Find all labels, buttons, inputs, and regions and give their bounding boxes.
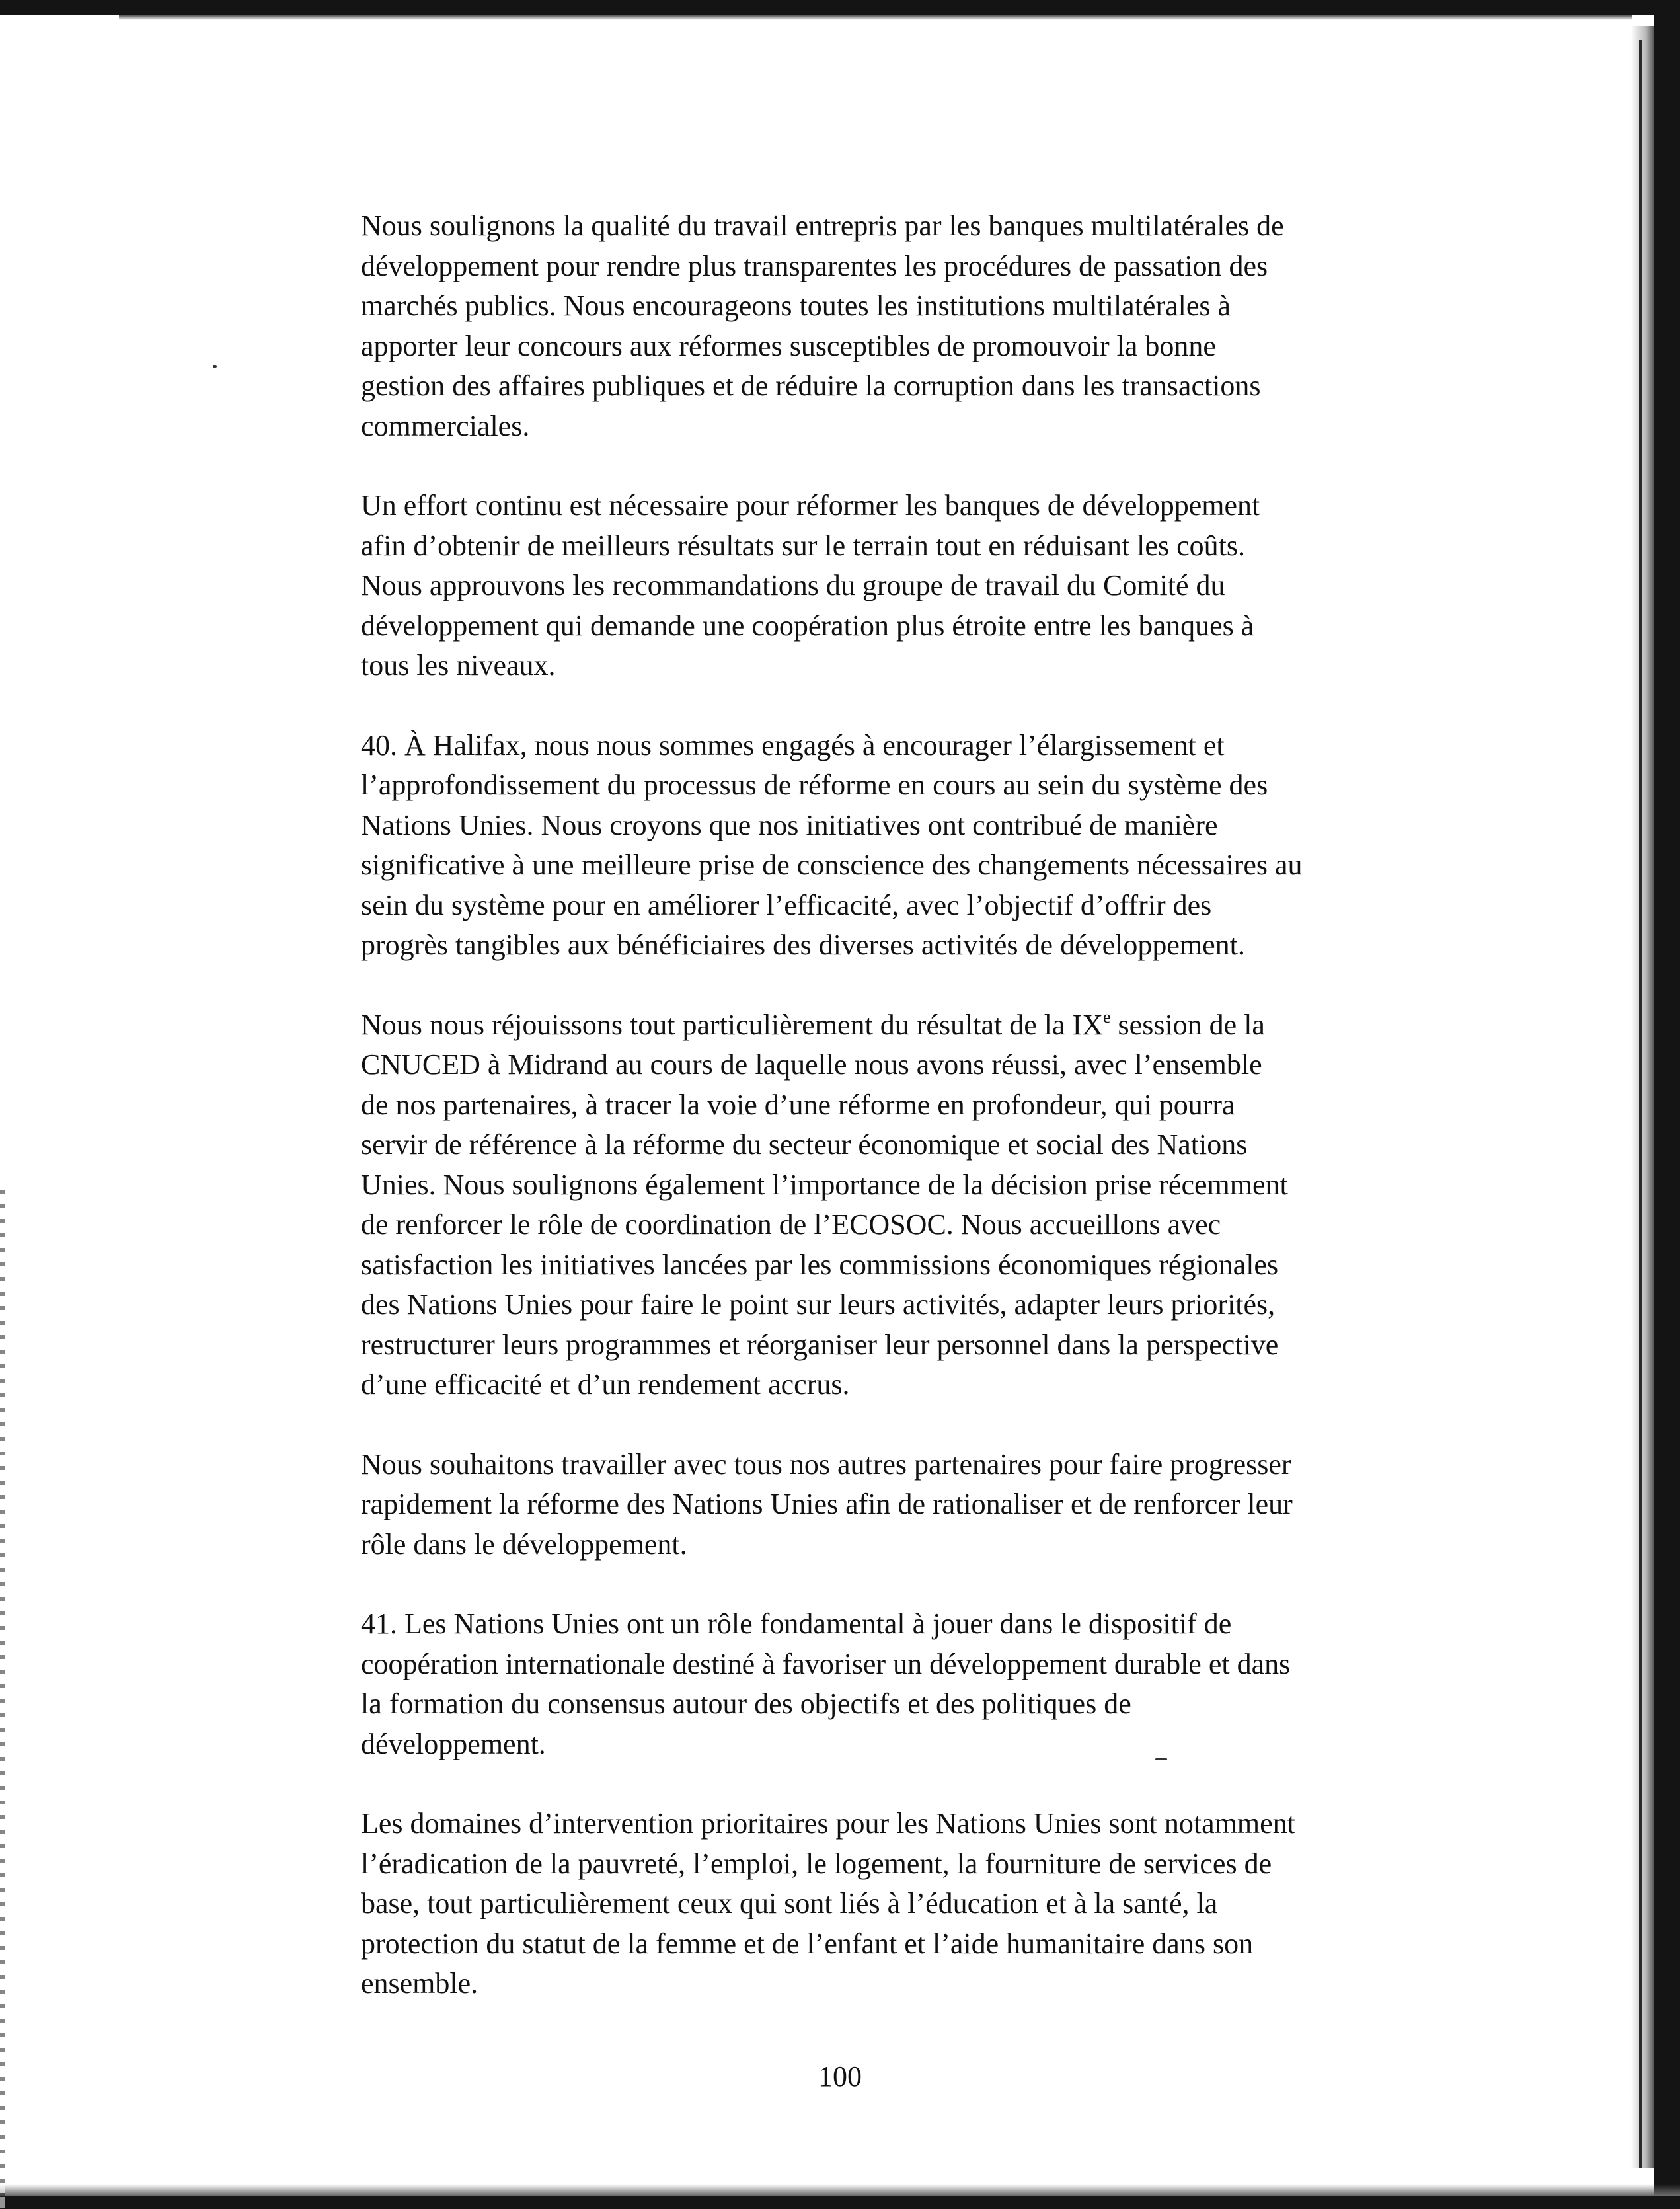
text-line: significative à une meilleure prise de conscience des changements nécessaires au (361, 849, 1303, 881)
text-line: coopération internationale destiné à favoriser un développement durable et dans (361, 1647, 1291, 1680)
text-line: l’approfondissement du processus de réforme en cours au sein du système des (361, 769, 1268, 801)
text-line: afin d’obtenir de meilleurs résultats sur le terrain tout en réduisant les coûts. (361, 529, 1245, 562)
text-line: l’éradication de la pauvreté, l’emploi, le logement, la fourniture de services de (361, 1847, 1272, 1880)
paragraph (361, 1005, 1445, 1405)
paragraph (361, 1804, 1445, 2004)
text-line: commerciales. (361, 409, 530, 442)
text-line: Un effort continu est nécessaire pour réformer les banques de développement (361, 489, 1260, 522)
text-line: Nous souhaitons travailler avec tous nos autres partenaires pour faire progresser (361, 1448, 1291, 1481)
text-line: rapidement la réforme des Nations Unies afin de rationaliser et de renforcer leur (361, 1488, 1293, 1520)
text-line: satisfaction les initiatives lancées par les commissions économiques régionales (361, 1248, 1279, 1281)
text-line: 40. À Halifax, nous nous sommes engagés à encourager l’élargissement et (361, 728, 1225, 761)
scan-edge-right-line (1639, 40, 1642, 2168)
paragraph-41 (361, 1604, 1445, 1764)
text-line: gestion des affaires publiques et de réduire la corruption dans les transactions (361, 369, 1261, 402)
scan-edge-right (1654, 0, 1680, 2209)
text-line: Nations Unies. Nous croyons que nos initiatives ont contribué de manière (361, 808, 1218, 841)
text-line: Les domaines d’intervention prioritaires pour les Nations Unies sont notamment (361, 1807, 1295, 1840)
scan-edge-bottom (0, 2196, 1680, 2209)
text-line: de renforcer le rôle de coordination de l’ECOSOC. Nous accueillons avec (361, 1208, 1221, 1241)
paragraph (361, 206, 1445, 446)
text-line: CNUCED à Midrand au cours de laquelle nous avons réussi, avec l’ensemble (361, 1048, 1262, 1081)
text-line: sein du système pour en améliorer l’efficacité, avec l’objectif d’offrir des (361, 888, 1212, 921)
text-line: développement pour rendre plus transparentes les procédures de passation des (361, 249, 1268, 282)
text-segment: session de la (1110, 1008, 1265, 1041)
text-segment: Nous nous réjouissons tout particulièrement du résultat de la IX (361, 1008, 1103, 1041)
text-line: restructurer leurs programmes et réorganiser leur personnel dans la perspective (361, 1328, 1279, 1361)
text-line: des Nations Unies pour faire le point sur leurs activités, adapter leurs priorités, (361, 1288, 1276, 1321)
text-line: base, tout particulièrement ceux qui sont liés à l’éducation et à la santé, la (361, 1887, 1218, 1919)
text-line: de nos partenaires, à tracer la voie d’une réforme en profondeur, qui pourra (361, 1088, 1235, 1121)
text-line: 41. Les Nations Unies ont un rôle fondamental à jouer dans le dispositif de (361, 1608, 1232, 1640)
scan-edge-top-shadow (119, 15, 1632, 20)
text-line: apporter leur concours aux réformes susceptibles de promouvoir la bonne (361, 329, 1216, 362)
text-line (361, 1005, 1445, 1046)
scan-edge-bottom-shadow (0, 2184, 1680, 2196)
superscript: e (1103, 1007, 1111, 1027)
text-line: développement qui demande une coopération plus étroite entre les banques à (361, 609, 1254, 642)
paragraph (361, 1445, 1445, 1565)
text-line: ensemble. (361, 1967, 478, 1999)
text-line: tous les niveaux. (361, 649, 556, 681)
page-number: 100 (818, 2060, 862, 2093)
text-line: progrès tangibles aux bénéficiaires des diverses activités de développement. (361, 929, 1245, 961)
scan-edge-right-shadow (1631, 26, 1654, 2168)
text-line: marchés publics. Nous encourageons toutes les institutions multilatérales à (361, 290, 1231, 322)
document-body (361, 206, 1445, 2044)
text-line: servir de référence à la réforme du secteur économique et social des Nations (361, 1128, 1248, 1161)
text-line: la formation du consensus autour des objectifs et des politiques de (361, 1687, 1131, 1720)
text-line: développement. (361, 1727, 546, 1760)
text-line: Nous approuvons les recommandations du groupe de travail du Comité du (361, 569, 1225, 601)
text-line: protection du statut de la femme et de l’enfant et l’aide humanitaire dans son (361, 1927, 1254, 1960)
text-line: d’une efficacité et d’un rendement accrus. (361, 1368, 850, 1401)
scan-edge-top (0, 0, 1680, 15)
scan-edge-left (0, 1190, 5, 2209)
paragraph-40 (361, 726, 1445, 966)
text-line: Unies. Nous soulignons également l’importance de la décision prise récemment (361, 1168, 1288, 1201)
scan-speck (213, 365, 217, 368)
text-line: rôle dans le développement. (361, 1528, 687, 1561)
paragraph (361, 486, 1445, 686)
text-line: Nous soulignons la qualité du travail entrepris par les banques multilatérales de (361, 210, 1284, 242)
